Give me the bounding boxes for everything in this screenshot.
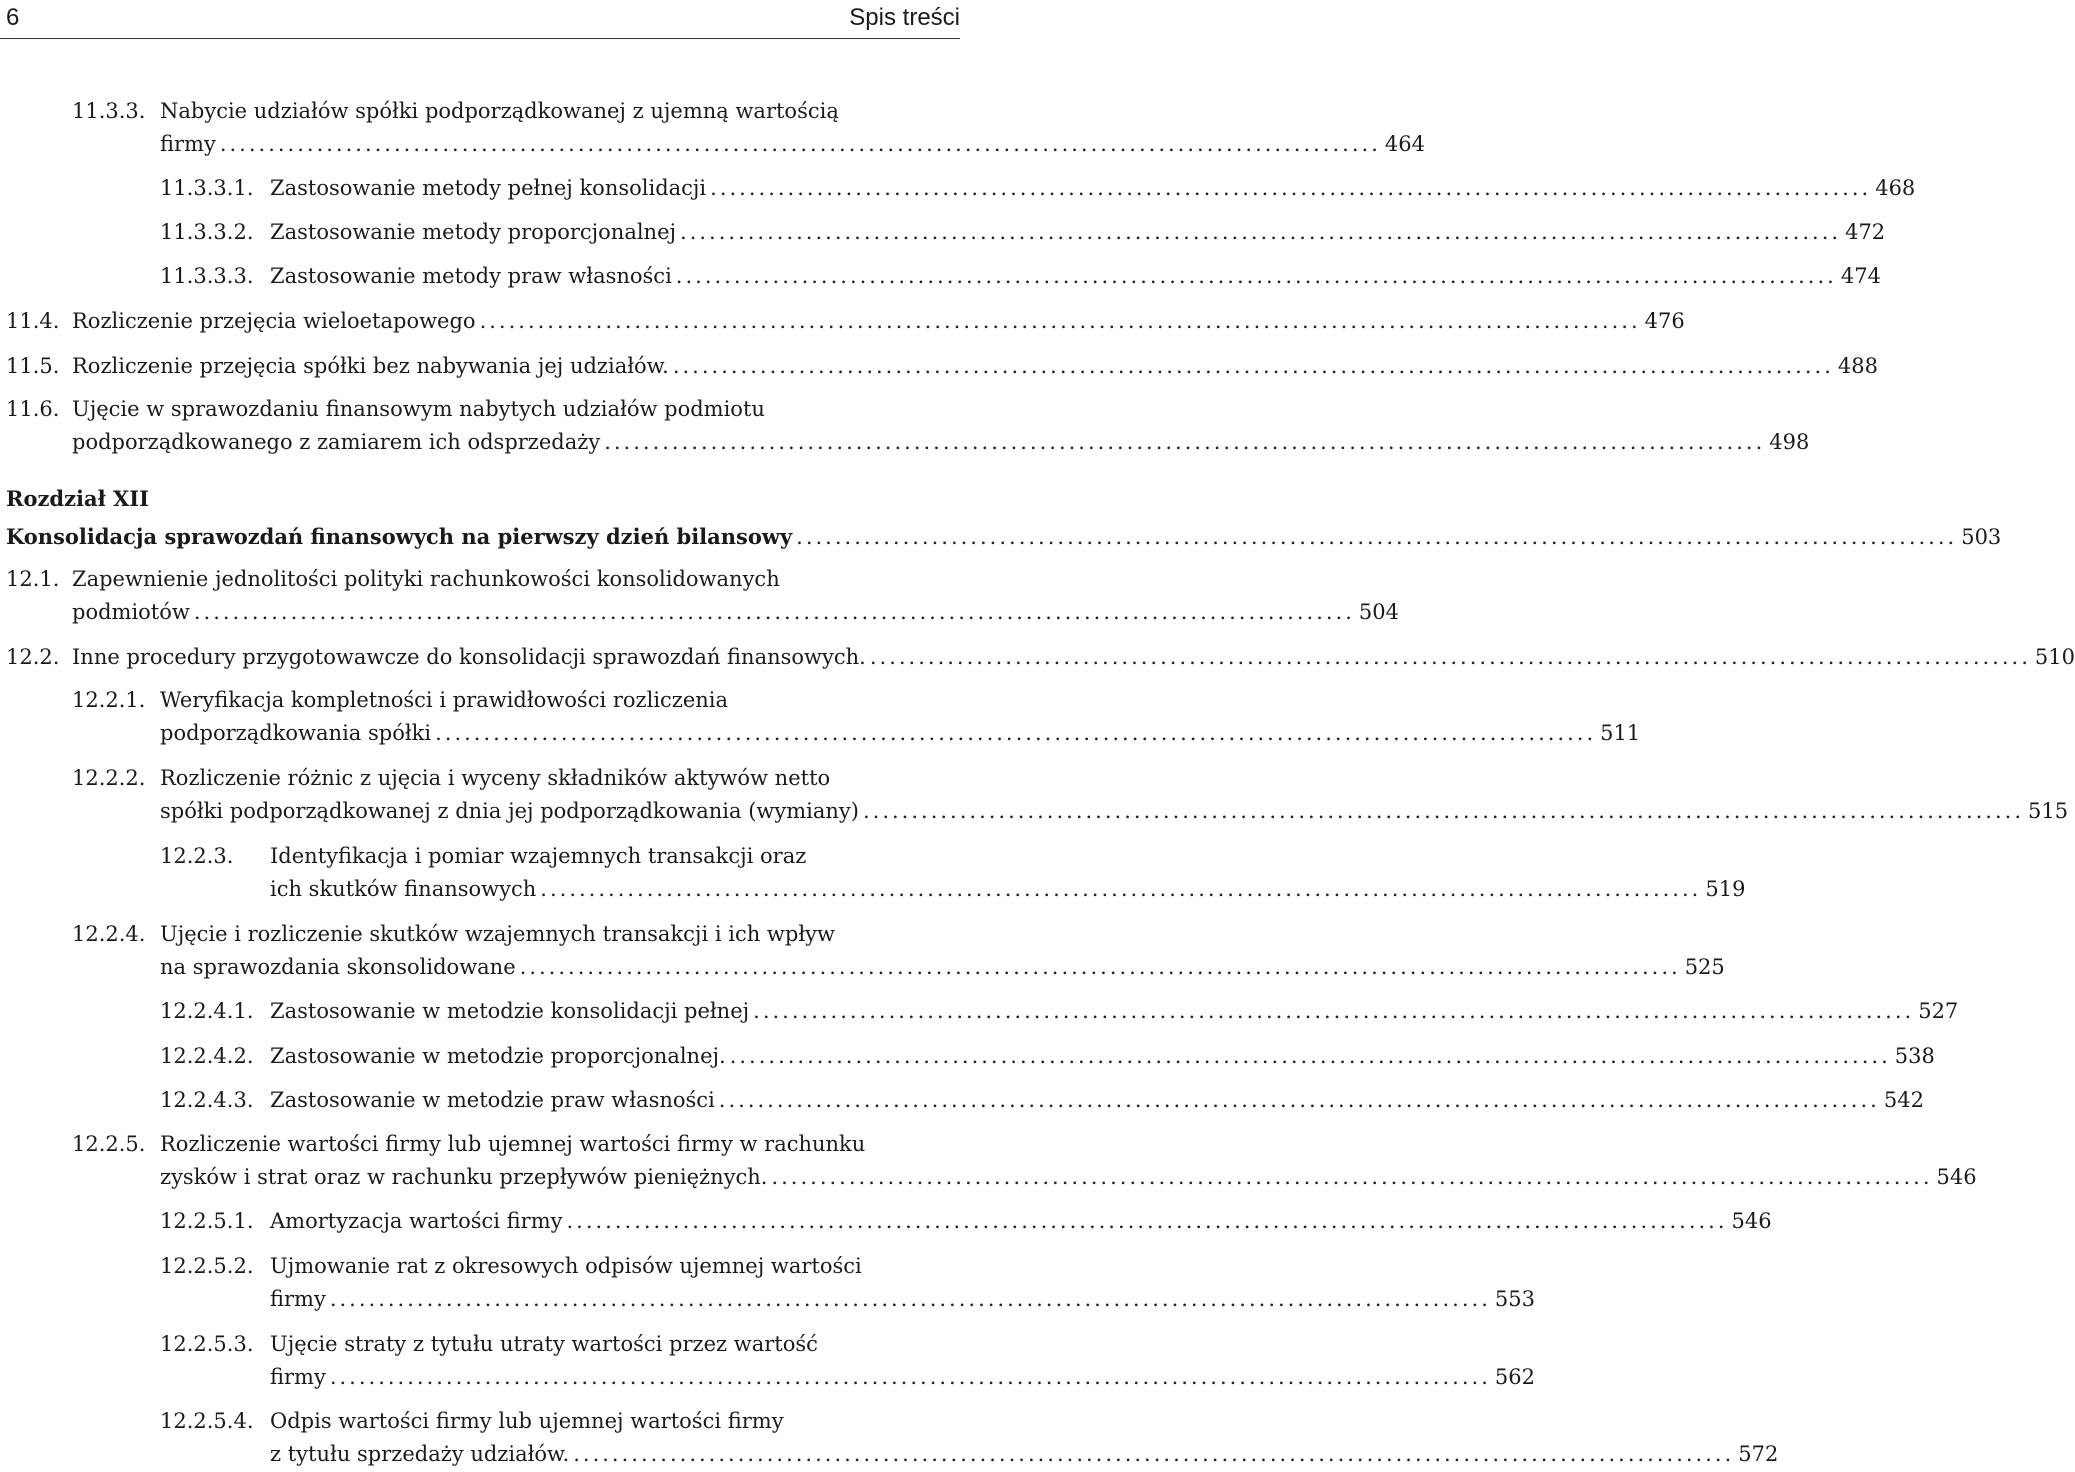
entry-title-line: Zastosowanie metody praw własności (270, 264, 672, 288)
entry-number: 11.3.3.2. (160, 220, 254, 244)
toc-entry[interactable] (0, 350, 1878, 383)
entry-number: 12.2.5.4. (160, 1409, 254, 1433)
entry-title-line: zysków i strat oraz w rachunku przepływów pieniężnych. (160, 1165, 768, 1189)
entry-last-line (270, 260, 1881, 293)
entry-number: 12.2.4. (72, 922, 146, 946)
toc-entry[interactable] (0, 563, 1399, 629)
dot-leader: ........................................................................................................................ (718, 1088, 1880, 1112)
dot-leader: ........................................................................................................................ (680, 220, 1842, 244)
toc-entry[interactable] (0, 1040, 1935, 1073)
entry-title-line: Zastosowanie w metodzie proporcjonalnej. (270, 1044, 726, 1068)
running-title: Spis treści (849, 4, 960, 31)
entry-last-line (160, 128, 1425, 161)
toc-entry[interactable] (0, 1128, 1977, 1194)
entry-last-line (270, 1438, 1779, 1471)
entry-title-line: Rozliczenie różnic z ujęcia i wyceny składników aktywów netto (160, 766, 831, 790)
dot-leader: ........................................................................................................................ (729, 1044, 1891, 1068)
entry-title-line: Zapewnienie jednolitości polityki rachunkowości konsolidowanych (72, 567, 780, 591)
entry-last-line (160, 795, 2069, 828)
entry-last-line (270, 172, 1916, 205)
dot-leader: ........................................................................................................................ (771, 1165, 1933, 1189)
entry-title-line: Odpis wartości firmy lub ujemnej wartości firmy (270, 1409, 784, 1433)
entry-number: 11.3.3.1. (160, 176, 254, 200)
entry-last-line (270, 1361, 1535, 1394)
entry-title-line: Identyfikacja i pomiar wzajemnych transakcji oraz (270, 844, 807, 868)
page-reference: 562 (1494, 1365, 1535, 1389)
entry-title-line: Inne procedury przygotowawcze do konsolidacji sprawozdań finansowych. (72, 645, 866, 669)
entry-title-line: Ujęcie straty z tytułu utraty wartości przez wartość (270, 1332, 818, 1356)
dot-leader: ........................................................................................................................ (862, 799, 2025, 823)
entry-number: 11.3.3.3. (160, 264, 254, 288)
entry-last-line (72, 350, 1878, 383)
page-reference: 538 (1894, 1044, 1935, 1068)
toc-entry[interactable] (0, 1205, 1772, 1238)
page-reference: 510 (2034, 645, 2075, 669)
dot-leader: ........................................................................................................................ (479, 309, 1641, 333)
entry-last-line (270, 873, 1746, 906)
toc-entry[interactable] (0, 1084, 1924, 1117)
entry-title-line: podporządkowanego z zamiarem ich odsprzedaży (72, 430, 601, 454)
entry-title-line: Ujęcie i rozliczenie skutków wzajemnych transakcji i ich wpływ (160, 922, 835, 946)
dot-leader: ........................................................................................................................ (193, 600, 1355, 624)
toc-entry[interactable] (0, 305, 1685, 338)
toc-entry[interactable] (0, 1250, 1535, 1316)
header-rule (0, 38, 960, 39)
entry-last-line (270, 1084, 1924, 1117)
page-reference: 572 (1738, 1442, 1779, 1466)
entry-number: 12.2.1. (72, 688, 146, 712)
toc-entry[interactable] (0, 641, 2075, 674)
page-reference: 476 (1644, 309, 1685, 333)
entry-last-line (270, 995, 1959, 1028)
dot-leader: ........................................................................................................................ (519, 955, 1681, 979)
entry-title-line: firmy (270, 1365, 326, 1389)
entry-last-line (72, 305, 1685, 338)
entry-title-line: Rozliczenie wartości firmy lub ujemnej wartości firmy w rachunku (160, 1132, 866, 1156)
dot-leader: ........................................................................................................................ (566, 1209, 1728, 1233)
entry-number: 12.2.4.1. (160, 999, 254, 1023)
page-reference: 472 (1845, 220, 1886, 244)
entry-title-line: Weryfikacja kompletności i prawidłowości rozliczenia (160, 688, 729, 712)
entry-number: 11.6. (6, 397, 60, 421)
entry-last-line (72, 641, 2075, 674)
page-reference: 546 (1936, 1165, 1977, 1189)
entry-title-line: podporządkowania spółki (160, 721, 432, 745)
entry-title-line: podmiotów (72, 600, 190, 624)
page-reference: 468 (1875, 176, 1916, 200)
entry-number: 12.2.2. (72, 766, 146, 790)
entry-last-line (160, 717, 1641, 750)
toc-entry[interactable] (0, 393, 1810, 459)
toc-entry[interactable] (0, 172, 1916, 205)
entry-last-line (160, 951, 1725, 984)
entry-title-line: Rozliczenie przejęcia wieloetapowego (72, 309, 476, 333)
entry-title-line: Rozliczenie przejęcia spółki bez nabywania jej udziałów. (72, 354, 669, 378)
dot-leader: ........................................................................................................................ (710, 176, 1872, 200)
dot-leader: ........................................................................................................................ (604, 430, 1766, 454)
entry-last-line (72, 596, 1399, 629)
entry-title-line: na sprawozdania skonsolidowane (160, 955, 516, 979)
toc-entry[interactable] (0, 762, 2069, 828)
toc-entry[interactable] (0, 840, 1746, 906)
dot-leader: ........................................................................................................................ (675, 264, 1837, 288)
entry-last-line (270, 216, 1886, 249)
dot-leader: ........................................................................................................................ (435, 721, 1597, 745)
page-header (0, 0, 960, 40)
page-reference: 542 (1883, 1088, 1924, 1112)
page-reference: 527 (1918, 999, 1959, 1023)
entry-number: 12.2.5.2. (160, 1254, 254, 1278)
page-reference: 504 (1358, 600, 1399, 624)
dot-leader: ........................................................................................................................ (540, 877, 1702, 901)
entry-title-line: Zastosowanie w metodzie praw własności (270, 1088, 715, 1112)
entry-number: 12.2. (6, 645, 60, 669)
page-number: 6 (6, 4, 20, 31)
entry-last-line (270, 1205, 1772, 1238)
page-reference: 519 (1705, 877, 1746, 901)
entry-last-line (6, 520, 2002, 554)
entry-title-line: firmy (160, 132, 216, 156)
entry-title-line: spółki podporządkowanej z dnia jej podporządkowania (wymiany) (160, 799, 859, 823)
page-reference: 498 (1769, 430, 1810, 454)
entry-number: 12.2.3. (160, 844, 234, 868)
entry-last-line (270, 1283, 1535, 1316)
entry-number: 11.4. (6, 309, 60, 333)
entry-title-line: ich skutków finansowych (270, 877, 537, 901)
page-reference: 474 (1840, 264, 1881, 288)
entry-number: 12.2.5.1. (160, 1209, 254, 1233)
dot-leader: ........................................................................................................................ (329, 1365, 1491, 1389)
entry-last-line (72, 426, 1810, 459)
entry-number: 12.2.5. (72, 1132, 146, 1156)
entry-number: 12.1. (6, 567, 60, 591)
dot-leader: ........................................................................................................................ (796, 525, 1958, 549)
dot-leader: ........................................................................................................................ (329, 1287, 1491, 1311)
entry-title-line: Zastosowanie w metodzie konsolidacji pełnej (270, 999, 750, 1023)
toc-entry[interactable] (0, 260, 1881, 293)
toc-entry[interactable] (0, 995, 1959, 1028)
entry-title-line: Nabycie udziałów spółki podporządkowanej z ujemną wartością (160, 99, 839, 123)
toc-entry[interactable] (0, 1405, 1779, 1471)
dot-leader: ........................................................................................................................ (219, 132, 1381, 156)
page-reference: 488 (1837, 354, 1878, 378)
toc-entry[interactable] (0, 95, 1425, 161)
page-reference: 553 (1494, 1287, 1535, 1311)
page-reference: 515 (2028, 799, 2069, 823)
entry-title-line: Zastosowanie metody pełnej konsolidacji (270, 176, 707, 200)
toc-entry[interactable] (0, 684, 1641, 750)
entry-title-line: firmy (270, 1287, 326, 1311)
toc-entry[interactable] (0, 918, 1725, 984)
dot-leader: ........................................................................................................................ (869, 645, 2031, 669)
entry-title-line: Konsolidacja sprawozdań finansowych na pierwszy dzień bilansowy (6, 524, 793, 549)
toc-entry[interactable] (0, 1328, 1535, 1394)
entry-number: 11.3.3. (72, 99, 146, 123)
toc-entry[interactable] (0, 216, 1886, 249)
entry-title-line: Ujmowanie rat z okresowych odpisów ujemnej wartości (270, 1254, 862, 1278)
dot-leader: ........................................................................................................................ (753, 999, 1915, 1023)
entry-number: 12.2.4.2. (160, 1044, 254, 1068)
page-reference: 503 (1961, 525, 2002, 549)
entry-number: 11.5. (6, 354, 60, 378)
page-reference: 525 (1684, 955, 1725, 979)
entry-last-line (270, 1040, 1935, 1073)
entry-title-line: Zastosowanie metody proporcjonalnej (270, 220, 677, 244)
entry-title-line: Ujęcie w sprawozdaniu finansowym nabytych udziałów podmiotu (72, 397, 765, 421)
page-reference: 464 (1384, 132, 1425, 156)
page-reference: 546 (1731, 1209, 1772, 1233)
chapter-title-entry[interactable] (0, 520, 2002, 553)
page-reference: 511 (1600, 721, 1641, 745)
dot-leader: ........................................................................................................................ (672, 354, 1834, 378)
entry-title-line: Amortyzacja wartości firmy (270, 1209, 563, 1233)
dot-leader: ........................................................................................................................ (573, 1442, 1735, 1466)
chapter-label: Rozdział XII (6, 486, 149, 511)
entry-last-line (160, 1161, 1977, 1194)
entry-number: 12.2.4.3. (160, 1088, 254, 1112)
entry-title-line: z tytułu sprzedaży udziałów. (270, 1442, 570, 1466)
entry-number: 12.2.5.3. (160, 1332, 254, 1356)
